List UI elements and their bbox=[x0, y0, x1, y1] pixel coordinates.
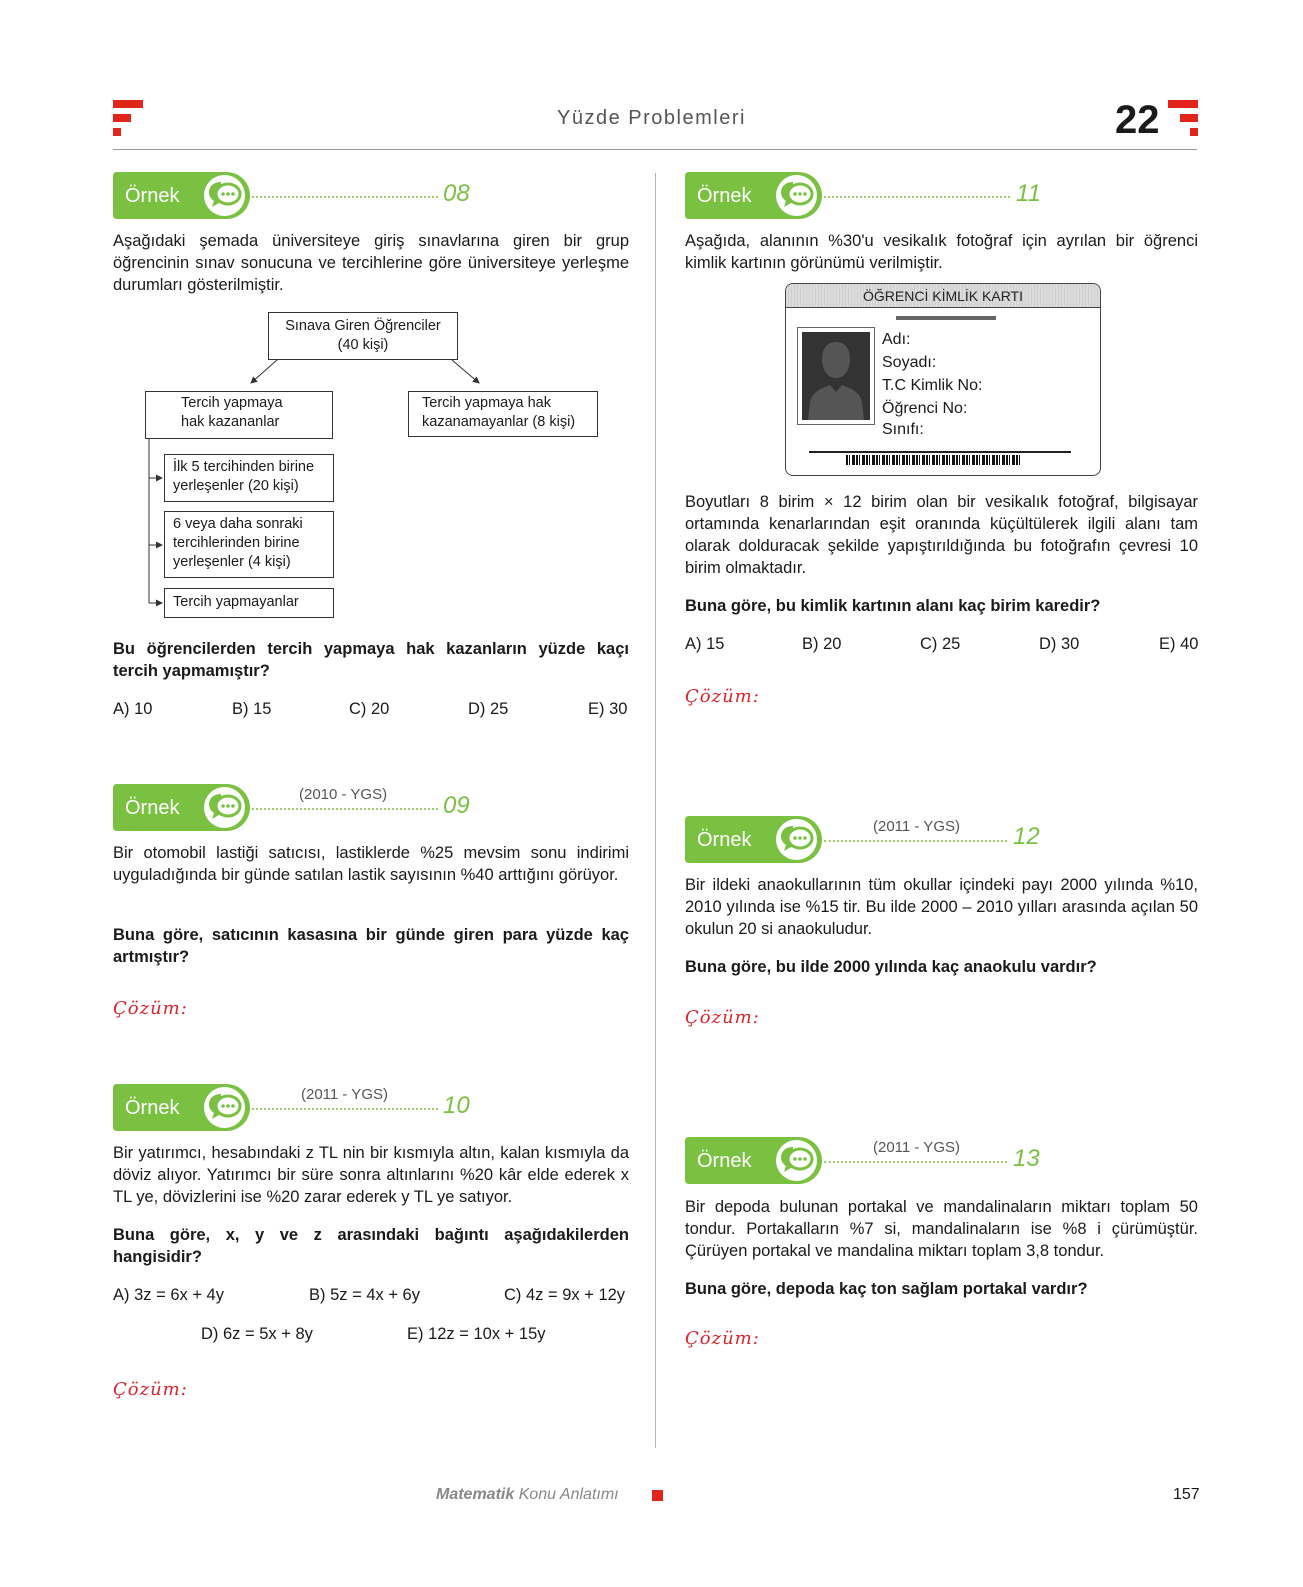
answer-option: E) 40 bbox=[1159, 635, 1199, 653]
speech-bubbles-icon bbox=[207, 1091, 242, 1124]
scheme-text: yerleşenler (4 kişi) bbox=[173, 554, 291, 570]
dotted-leader bbox=[824, 196, 1010, 198]
answer-option: D) 6z = 5x + 8y bbox=[201, 1325, 313, 1343]
person-silhouette-icon bbox=[798, 328, 874, 424]
scheme-text: Tercih yapmayanlar bbox=[173, 594, 299, 610]
scheme-box-root bbox=[268, 312, 458, 360]
answer-option: C) 20 bbox=[349, 700, 390, 718]
answer-option: A) 15 bbox=[685, 635, 725, 653]
question-number: 09 bbox=[443, 792, 470, 819]
question-text: Bir otomobil lastiği satıcısı, lastiklerde %25 mevsim sonu indirimi uyguladığında bir günde satılan lastik sayısının %40 arttığını görüyor. bbox=[113, 844, 629, 884]
cozum-label: Çözüm: bbox=[685, 1328, 760, 1349]
card-rule bbox=[809, 451, 1071, 453]
dotted-leader bbox=[252, 808, 438, 810]
footer-book-title bbox=[436, 1486, 619, 1504]
question-prompt: Buna göre, bu kimlik kartının alanı kaç birim karedir? bbox=[685, 597, 1101, 615]
barcode bbox=[846, 455, 1022, 465]
scheme-text: 6 veya daha sonraki bbox=[173, 516, 303, 532]
card-strip bbox=[896, 316, 996, 320]
scheme-text: Sınava Giren Öğrenciler bbox=[285, 318, 441, 334]
ornek-label: Örnek bbox=[125, 1097, 180, 1119]
question-text: Bir ildeki anaokullarının tüm okullar içindeki payı 2000 yılında %10, 2010 yılında ise %15 tir. Bu ilde 2000 – 2010 yılları arasında açılan 50 okulun 20 si anaokuludur. bbox=[685, 876, 1198, 938]
scheme-text: (40 kişi) bbox=[337, 337, 389, 353]
scheme-text: yerleşenler (20 kişi) bbox=[173, 478, 299, 494]
question-prompt: Bu öğrencilerden tercih yapmaya hak kazanların yüzde kaçı tercih yapmamıştır? bbox=[113, 640, 629, 680]
ornek-label: Örnek bbox=[697, 1150, 752, 1172]
question-text: Boyutları 8 birim × 12 birim olan bir vesikalık fotoğraf, bilgisayar ortamında kenarlarından eşit oranında küçültülerek ilgili alanı tam olarak dolduracak şekilde yapıştırıldığında bu fotoğrafın çevresi 10 birim olmaktadır. bbox=[685, 493, 1198, 577]
dotted-leader bbox=[252, 1108, 438, 1110]
answer-option: C) 4z = 9x + 12y bbox=[504, 1286, 626, 1304]
answer-option: B) 5z = 4x + 6y bbox=[309, 1286, 420, 1304]
answer-option: D) 25 bbox=[468, 700, 509, 718]
answer-option: A) 3z = 6x + 4y bbox=[113, 1286, 224, 1304]
speech-bubbles-icon bbox=[779, 823, 814, 856]
ornek-badge bbox=[113, 1084, 250, 1131]
question-number: 08 bbox=[443, 180, 470, 207]
cozum-label: Çözüm: bbox=[685, 1007, 760, 1028]
dotted-leader bbox=[824, 1161, 1007, 1163]
answer-option: E) 12z = 10x + 15y bbox=[407, 1325, 546, 1343]
question-text: Bir depoda bulunan portakal ve mandalinaların miktarı toplam 50 tondur. Portakalların %7 si, mandalinaların ise %8 i çürümüştür. Çürüyen portakal ve mandalina miktarı toplam 3,8 tondur. bbox=[685, 1198, 1198, 1260]
ornek-badge bbox=[685, 172, 822, 219]
page-header-title: Yüzde Problemleri bbox=[557, 107, 746, 129]
chapter-number: 22 bbox=[1115, 98, 1160, 142]
ornek-label: Örnek bbox=[125, 185, 180, 207]
footer-subject: Matematik bbox=[436, 1486, 515, 1503]
card-field-label: Öğrenci No: bbox=[882, 400, 968, 417]
question-prompt: Buna göre, depoda kaç ton sağlam portakal vardır? bbox=[685, 1280, 1088, 1298]
card-title: ÖĞRENCİ KİMLİK KARTI bbox=[786, 284, 1100, 308]
speech-bubbles-icon bbox=[207, 791, 242, 824]
scheme-text: kazanamayanlar (8 kişi) bbox=[422, 414, 576, 430]
cozum-label: Çözüm: bbox=[113, 998, 188, 1019]
answer-option: E) 30 bbox=[588, 700, 628, 718]
answer-option: B) 15 bbox=[232, 700, 272, 718]
dotted-leader bbox=[824, 840, 1007, 842]
question-text: Aşağıdaki şemada üniversiteye giriş sınavlarına giren bir grup öğrencinin sınav sonucuna ve tercihlerine göre üniversiteye yerleşme durumları gösterilmiştir. bbox=[113, 232, 629, 294]
scheme-box-sub2 bbox=[164, 511, 334, 578]
student-id-card bbox=[785, 283, 1101, 476]
answer-option: B) 20 bbox=[802, 635, 842, 653]
scheme-text: hak kazananlar bbox=[181, 414, 280, 430]
question-number: 10 bbox=[443, 1092, 470, 1119]
question-text: Aşağıda, alanının %30'u vesikalık fotoğraf için ayrılan bir öğrenci kimlik kartının görünümü verilmiştir. bbox=[685, 232, 1198, 272]
answer-option: C) 25 bbox=[920, 635, 961, 653]
ornek-label: Örnek bbox=[697, 829, 752, 851]
speech-bubbles-icon bbox=[779, 1144, 814, 1177]
scheme-text: Tercih yapmaya hak bbox=[422, 395, 551, 411]
question-prompt: Buna göre, satıcının kasasına bir günde giren para yüzde kaç artmıştır? bbox=[113, 926, 629, 966]
question-source: (2010 - YGS) bbox=[299, 786, 388, 803]
card-field-label: Adı: bbox=[882, 331, 911, 348]
card-field-label: Soyadı: bbox=[882, 354, 937, 371]
cozum-label: Çözüm: bbox=[685, 686, 760, 707]
card-field-label: Sınıfı: bbox=[882, 421, 924, 438]
ornek-label: Örnek bbox=[125, 797, 180, 819]
answer-option: D) 30 bbox=[1039, 635, 1080, 653]
speech-bubbles-icon bbox=[779, 179, 814, 212]
card-field-label: T.C Kimlik No: bbox=[882, 377, 983, 394]
brand-logo-right bbox=[1168, 100, 1198, 138]
scheme-box-sub3 bbox=[164, 588, 334, 618]
scheme-box-right bbox=[408, 391, 598, 437]
answer-option: A) 10 bbox=[113, 700, 153, 718]
scheme-box-left bbox=[145, 391, 333, 439]
photo-placeholder bbox=[797, 327, 875, 425]
question-source: (2011 - YGS) bbox=[873, 1139, 960, 1156]
ornek-badge bbox=[113, 784, 250, 831]
footer-rest: Konu Anlatımı bbox=[514, 1486, 619, 1503]
scheme-box-sub1 bbox=[164, 454, 334, 502]
question-prompt: Buna göre, bu ilde 2000 yılında kaç anaokulu vardır? bbox=[685, 958, 1097, 976]
question-number: 11 bbox=[1016, 180, 1041, 207]
ornek-label: Örnek bbox=[697, 185, 752, 207]
question-source: (2011 - YGS) bbox=[873, 818, 960, 835]
cozum-label: Çözüm: bbox=[113, 1379, 188, 1400]
question-number: 12 bbox=[1013, 823, 1040, 850]
question-prompt: Buna göre, x, y ve z arasındaki bağıntı aşağıdakilerden hangisidir? bbox=[113, 1226, 629, 1266]
scheme-text: İlk 5 tercihinden birine bbox=[173, 459, 315, 475]
question-text: Bir yatırımcı, hesabındaki z TL nin bir kısmıyla altın, kalan kısmıyla da döviz alıyor. Yatırımcı bir süre sonra altınlarını %20 kâr elde ederek x TL ye, dövizlerini ise %20 zarar ederek y TL ye satıyor. bbox=[113, 1144, 629, 1206]
scheme-text: Tercih yapmaya bbox=[181, 395, 283, 411]
question-source: (2011 - YGS) bbox=[301, 1086, 388, 1103]
question-number: 13 bbox=[1013, 1145, 1040, 1172]
ornek-badge bbox=[685, 816, 822, 863]
footer-square-mark bbox=[652, 1490, 663, 1501]
page-number: 157 bbox=[1173, 1486, 1200, 1503]
scheme-text: tercihlerinden birine bbox=[173, 535, 300, 551]
ornek-badge bbox=[685, 1137, 822, 1184]
